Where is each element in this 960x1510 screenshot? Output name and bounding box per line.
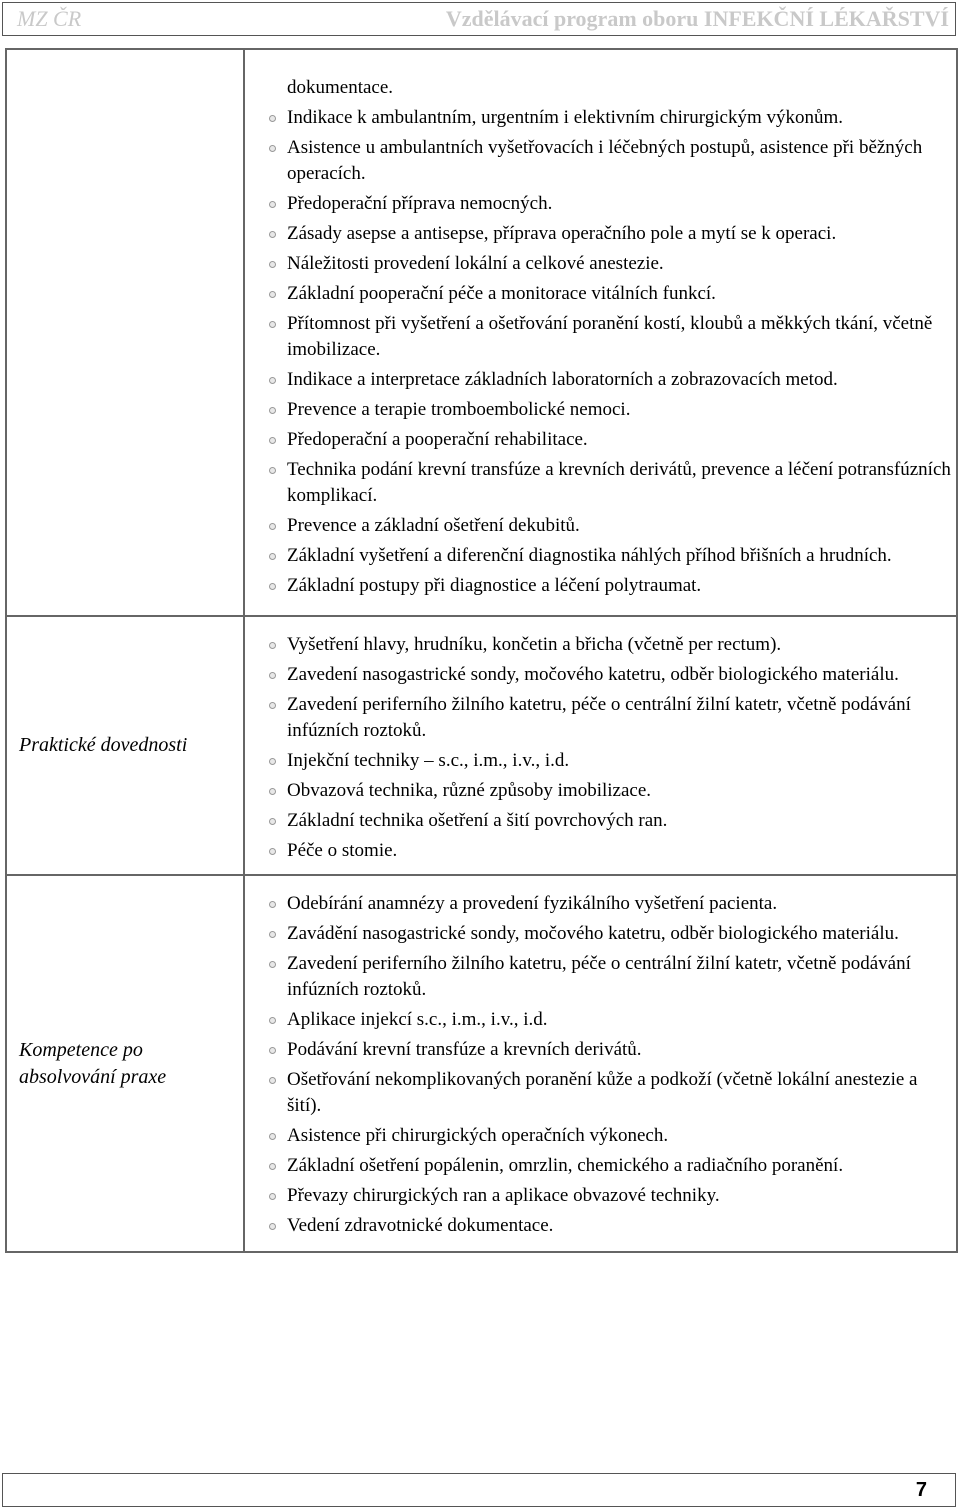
list-item — [269, 251, 956, 277]
list-item-text: Podávání krevní transfúze a krevních derivátů. — [287, 1039, 642, 1060]
list-item — [269, 662, 956, 688]
list-item-text: Odebírání anamnézy a provedení fyzikálního vyšetření pacienta. — [287, 893, 778, 914]
bullet-icon — [269, 818, 276, 825]
bullet-icon — [269, 407, 276, 414]
list-item — [269, 1123, 956, 1149]
list-item — [269, 838, 956, 864]
bullet-icon — [269, 377, 276, 384]
row-content — [244, 616, 957, 875]
list-item-text: Zavádění nasogastrické sondy, močového katetru, odběr biologického materiálu. — [287, 923, 899, 944]
bullet-icon — [269, 467, 276, 474]
list-item — [269, 921, 956, 947]
list-item-text: Náležitosti provedení lokální a celkové anestezie. — [287, 253, 664, 274]
list-item — [269, 513, 956, 539]
list-item — [269, 748, 956, 774]
list-item-text: Ošetřování nekomplikovaných poranění kůže a podkoží (včetně lokální anestezie a šití). — [287, 1069, 918, 1116]
list-item — [269, 808, 956, 834]
bullet-icon — [269, 672, 276, 679]
table-row — [6, 616, 957, 875]
list-item-text: Prevence a terapie tromboembolické nemoci. — [287, 399, 631, 420]
bullet-icon — [269, 523, 276, 530]
bullet-list — [245, 617, 956, 874]
bullet-icon — [269, 115, 276, 122]
bullet-icon — [269, 231, 276, 238]
bullet-icon — [269, 788, 276, 795]
list-item-text: Péče o stomie. — [287, 840, 398, 861]
list-item — [269, 135, 956, 187]
bullet-icon — [269, 291, 276, 298]
bullet-icon — [269, 261, 276, 268]
list-item — [269, 1183, 956, 1209]
list-item — [269, 191, 956, 217]
bullet-icon — [269, 758, 276, 765]
bullet-icon — [269, 931, 276, 938]
bullet-list — [245, 50, 956, 615]
list-item-text: Injekční techniky – s.c., i.m., i.v., i.d. — [287, 750, 570, 771]
row-label — [6, 49, 244, 616]
bullet-icon — [269, 848, 276, 855]
list-item-text: Technika podání krevní transfúze a krevních derivátů, prevence a léčení potransfúzních komplikací. — [287, 459, 951, 506]
bullet-icon — [269, 702, 276, 709]
list-item — [269, 778, 956, 804]
row-label: Praktické dovednosti — [6, 616, 244, 875]
page-header — [2, 2, 956, 36]
list-item — [269, 367, 956, 393]
list-item-text: Předoperační příprava nemocných. — [287, 193, 553, 214]
list-item-text: Základní postupy při diagnostice a léčení polytraumat. — [287, 575, 702, 596]
bullet-icon — [269, 145, 276, 152]
list-item-text: Indikace k ambulantním, urgentním i elektivním chirurgickým výkonům. — [287, 107, 844, 128]
list-item — [269, 457, 956, 509]
row-content — [244, 49, 957, 616]
list-item-text: Prevence a základní ošetření dekubitů. — [287, 515, 580, 536]
list-item — [269, 1037, 956, 1063]
list-item-text: Zavedení periferního žilního katetru, péče o centrální žilní katetr, včetně podávání infúzních roztoků. — [287, 953, 911, 1000]
list-item-text: Převazy chirurgických ran a aplikace obvazové techniky. — [287, 1185, 720, 1206]
list-item-text: Zásady asepse a antisepse, příprava operačního pole a mytí se k operaci. — [287, 223, 837, 244]
list-item — [269, 221, 956, 247]
list-item — [269, 951, 956, 1003]
list-item — [269, 1067, 956, 1119]
list-item-text: Předoperační a pooperační rehabilitace. — [287, 429, 588, 450]
list-item-text: Vyšetření hlavy, hrudníku, končetin a břicha (včetně per rectum). — [287, 634, 782, 655]
list-item-text: Základní ošetření popálenin, omrzlin, chemického a radiačního poranění. — [287, 1155, 844, 1176]
bullet-icon — [269, 1193, 276, 1200]
list-item — [269, 397, 956, 423]
bullet-icon — [269, 553, 276, 560]
bullet-icon — [269, 642, 276, 649]
list-item — [269, 632, 956, 658]
list-item-text: Vedení zdravotnické dokumentace. — [287, 1215, 554, 1236]
list-item-text: Asistence u ambulantních vyšetřovacích i léčebných postupů, asistence při běžných operacích. — [287, 137, 923, 184]
list-item-text: Asistence při chirurgických operačních výkonech. — [287, 1125, 669, 1146]
list-item — [269, 75, 956, 101]
bullet-icon — [269, 1047, 276, 1054]
list-item-text: Základní vyšetření a diferenční diagnostika náhlých příhod břišních a hrudních. — [287, 545, 892, 566]
page-footer — [2, 1473, 956, 1507]
list-item — [269, 105, 956, 131]
header-program-title: Vzdělávací program oboru INFEKČNÍ LÉKAŘSTVÍ — [445, 6, 949, 31]
list-item — [269, 1007, 956, 1033]
bullet-icon — [269, 961, 276, 968]
row-content — [244, 875, 957, 1252]
bullet-list — [245, 876, 956, 1251]
bullet-icon — [269, 437, 276, 444]
list-item-text: Přítomnost při vyšetření a ošetřování poranění kostí, kloubů a měkkých tkání, včetně imobilizace. — [287, 313, 933, 360]
list-item — [269, 573, 956, 599]
bullet-icon — [269, 583, 276, 590]
table-row — [6, 49, 957, 616]
list-item-text: dokumentace. — [287, 77, 394, 98]
table-row — [6, 875, 957, 1252]
list-item-text: Indikace a interpretace základních laboratorních a zobrazovacích metod. — [287, 369, 838, 390]
list-item-text: Aplikace injekcí s.c., i.m., i.v., i.d. — [287, 1009, 548, 1030]
page-number: 7 — [915, 1478, 927, 1501]
bullet-icon — [269, 901, 276, 908]
list-item — [269, 281, 956, 307]
list-item — [269, 427, 956, 453]
row-label: Kompetence po absolvování praxe — [6, 875, 244, 1252]
bullet-icon — [269, 1223, 276, 1230]
bullet-icon — [269, 321, 276, 328]
list-item-text: Základní pooperační péče a monitorace vitálních funkcí. — [287, 283, 716, 304]
list-item-text: Zavedení nasogastrické sondy, močového katetru, odběr biologického materiálu. — [287, 664, 899, 685]
curriculum-table — [5, 48, 958, 1253]
list-item — [269, 311, 956, 363]
list-item — [269, 1153, 956, 1179]
bullet-icon — [269, 1077, 276, 1084]
list-item — [269, 1213, 956, 1239]
bullet-icon — [269, 1017, 276, 1024]
bullet-icon — [269, 1163, 276, 1170]
list-item-text: Obvazová technika, různé způsoby imobilizace. — [287, 780, 652, 801]
list-item — [269, 692, 956, 744]
header-ministry: MZ ČR — [17, 6, 82, 31]
list-item — [269, 891, 956, 917]
list-item — [269, 543, 956, 569]
bullet-icon — [269, 201, 276, 208]
list-item-text: Základní technika ošetření a šití povrchových ran. — [287, 810, 668, 831]
list-item-text: Zavedení periferního žilního katetru, péče o centrální žilní katetr, včetně podávání infúzních roztoků. — [287, 694, 911, 741]
bullet-icon — [269, 1133, 276, 1140]
